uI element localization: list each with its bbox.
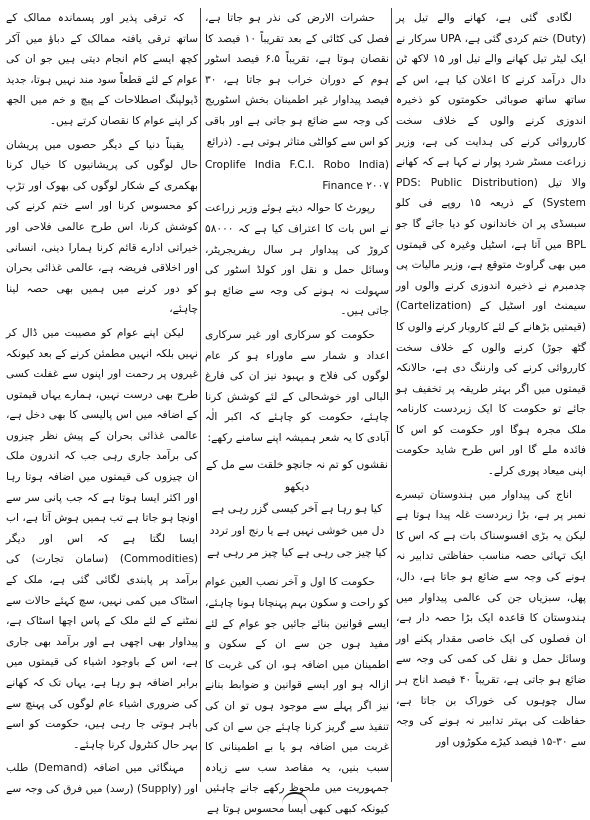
column-divider [200, 8, 201, 782]
paragraph: حشرات الارض کی نذر ہو جاتا ہے، فصل کی کٹائی کے بعد تقریباً ۱۰ فیصد کا نقصان ہوتا ہے، تقریباً ۶.۵ فیصد اسٹور ہوم کے دوران خراب ہو جاتا ہے، ۳۰ فیصد پیداوار غیر اطمینان بخش اسٹوریج کی وجہ سے ضائع ہو جاتی ہے اور باقی کو اس سے کوالٹی متاثر ہوتی ہے۔ (ذرائع [205, 12, 390, 148]
column-divider [391, 8, 392, 782]
column-middle [205, 8, 390, 815]
poem-couplet [205, 454, 389, 564]
poem-line: کیا چیز جی رہی ہے کیا چیز مر رہی ہے [207, 546, 387, 560]
paragraph: کہ ترقی پذیر اور پسماندہ ممالک کے ساتھ ترقی یافتہ ممالک کے دباؤ میں آکر کچھ ایسے کام انجام دیتی ہیں جو ان کی عوام کے لئے قطعاً سود مند نہیں ہوتا، جدید ڈیولپنگ اصطلاحات کے پیچ و خم میں الجھ کر اپنے عوام کا نقصان کرتے ہیں۔ [6, 12, 198, 127]
paragraph: یقیناً دنیا کے دیگر حصوں میں پریشان حال لوگوں کی پریشانیوں کا خیال کرنا بھکمری کے شکار لوگوں کی بھوک اور تڑپ کو محسوس کرنا اور اسے ختم کرنے کی کوشش کرنا، اس طرح عالمی فلاحی اور خیراتی ادارے قائم کرنا ہمارا دینی، انسانی اور اخلاقی فریضہ ہے، عالمی غذائی بحران کو دور کرنے میں ہمیں بھی حصہ لینا چاہئے، [6, 138, 198, 316]
paragraph: اناج کی پیداوار میں ہندوستان تیسرے نمبر پر ہے، بڑا زبردست غلہ پیدا ہوتا ہے لیکن یہ بڑی افسوسناک بات ہے کہ اس کا ایک تہائی حصہ مناسب حفاظتی تدابیر نہ ہونے کی وجہ سے ضائع ہو جاتا ہے، دال، پھل، سبزیاں جن کی عالمی پیداوار میں ہندوستان کا قاعدہ ایک بڑا حصہ دار ہے، ان فصلوں کی ایک خاصی مقدار پکنے اور وسائل حمل و نقل کی کمی کی وجہ سے ضائع ہو جاتی ہے، تقریباً ۴۰ فیصد اناج ہر سال چوہوں کی خوراک بن جاتا ہے، حفاظت کی بہتر تدابیر نہ ہونے کی وجہ سے ۳۰-۱۵ فیصد کیڑے مکوڑوں اور [396, 488, 586, 748]
paragraph: رپورٹ کا حوالہ دیتے ہوئے وزیر زراعت نے اس بات کا اعتراف کیا ہے کہ ۵۸۰۰۰ کروڑ کی پیداوار ہر سال ریفریجریٹر، وسائل حمل و نقل اور کولڈ اسٹور کی سہولت نہ ہونے کی وجہ سے ضائع ہو جاتی ہیں۔ [205, 202, 389, 318]
column-left [6, 8, 198, 795]
poem-line: نقشوں کو تم نہ جانچو خلقت سے مل کے دیکھو [206, 458, 388, 494]
paragraph: مہنگائی میں اضافہ (Demand) طلب اور (Supply) (رسد) میں فرق کی وجہ سے [6, 762, 198, 795]
source-citation: (Croplife India F.C.I. Robo India Finance ۲۰۰۷ [205, 159, 389, 192]
paragraph: حکومت کو سرکاری اور غیر سرکاری اعداد و شمار سے ماوراء ہو کر عام لوگوں کی فلاح و بہبود نیز ان کی فارغ البالی اور خوشحالی کے لئے کوشش کرنا چاہئے، حکومت کو چاہئے کہ اکبر الٰہ آبادی کا یہ شعر ہمیشہ اپنے سامنے رکھے: [205, 328, 389, 444]
paragraph: لیکن اپنے عوام کو مصیبت میں ڈال کر نہیں بلکہ انہیں مطمئن کرنے کے بعد کیونکہ غیروں پر رحمت اور اپنوں سے غفلت کسی طرح بھی درست نہیں، ہمارے یہاں قیمتوں کے اضافہ میں اس پالیسی کا بھی دخل ہے، عالمی غذائی بحران کے پیش نظر چیزوں کی برآمد جاری رہی جب کہ اندرون ملک ان چیزوں کی قیمتوں میں اضافہ ہوتا رہا اور اکثر ایسا ہوتا ہے کہ جب پانی سر سے اونچا ہو جاتا ہے تب ہمیں ہوش آتا ہے، اب ایسا لگتا ہے کہ اس اور دیگر (Commodities) (سامان تجارت) کی برآمد پر پابندی لگائی گئی ہے، ملک کے اسٹاک میں کمی نہیں، سچ کہئے حالات سے نمٹنے کے لئے ملک کے پاس اچھا اسٹاک ہے، پیداوار بھی اچھی ہے اور برآمد بھی جاری ہے، اس کے باوجود اشیاء کی قیمتوں میں برابر اضافہ ہو رہا ہے، یہاں تک کہ کھانے کی ضروری اشیاء عام لوگوں کی پہنچ سے باہر ہوتی جا رہی ہیں، حکومت کو اسے بہر حال کنٹرول کرنا چاہئے۔ [6, 326, 198, 751]
poem-line: کیا ہو رہا ہے آخر کیسی گزر رہی ہے [211, 502, 383, 516]
poem-line: دل میں خوشی نہیں ہے یا رنج اور تردد [209, 524, 385, 538]
paragraph: حکومت کا اول و آخر نصب العین عوام کو راحت و سکون بہم پہنچانا ہونا چاہئے، ایسے قوانین بنائے جائیں جو عوام کے لئے مفید ہوں جن سے ان کے سکون و اطمینان میں اضافہ ہو، ان کی غربت کا ازالہ ہو اور ایسے قوانین و ضوابط بنانے نیز اگر پہلے سے موجود ہوں تو ان کی تنفیذ سے گریز کرنا چاہئے جن سے ان کی غربت میں اضافہ ہو یا بے اطمینانی کا سبب بنیں، یہ مقاصد سب سے زیادہ جمہوریت میں ملحوظ رکھے جانے چاہئیں کیونکہ کبھی کبھی ایسا محسوس ہوتا ہے [205, 576, 389, 815]
paragraph: لگادی گئی ہے، کھانے والے تیل پر (Duty) ختم کردی گئی ہے، UPA سرکار نے ایک لیٹر تیل کھانے والے تیل اور ۱۵ لاکھ ٹن دال درآمد کرنے کا اعلان کیا ہے، اس کے ساتھ ساتھ صوبائی حکومتوں کو ذخیرہ اندوزی کرنے والوں کے خلاف سخت کارروائی کرنے کی ہدایت کی ہے، وزیر زراعت مسٹر شرد پوار نے کہا ہے کہ کھانے والا تیل (PDS: Public Distribution System) کے ذریعہ ۱۵ روپے فی کلو سبسڈی پر ان خاندانوں کو دیا جائے گا جو BPL میں آتا ہے، اسٹیل وغیرہ کی قیمتوں میں بھی گراوٹ متوقع ہے، وزیر مالیات پی چدمبرم نے ذخیرہ اندوزی کرنے والوں اور سیمنٹ اور اسٹیل کے (Cartelization) (قیمتیں بڑھانے کے لئے کاروبار کرنے والوں کا گٹھ جوڑ) کرنے والوں کے خلاف سخت کارروائی کرنے کی وارننگ دی ہے، حالانکہ قیمتوں میں اگر بہتر طریقہ پر تخفیف ہو جائے تو حکومت کا ایک زبردست کارنامہ ملک مجرہ ہوگا اور حکومت کو اس کا فائدہ ملے گا اور اس طرح شاید حکومت اپنی میعاد پوری کرلے۔ [396, 12, 587, 478]
column-right [396, 8, 586, 784]
